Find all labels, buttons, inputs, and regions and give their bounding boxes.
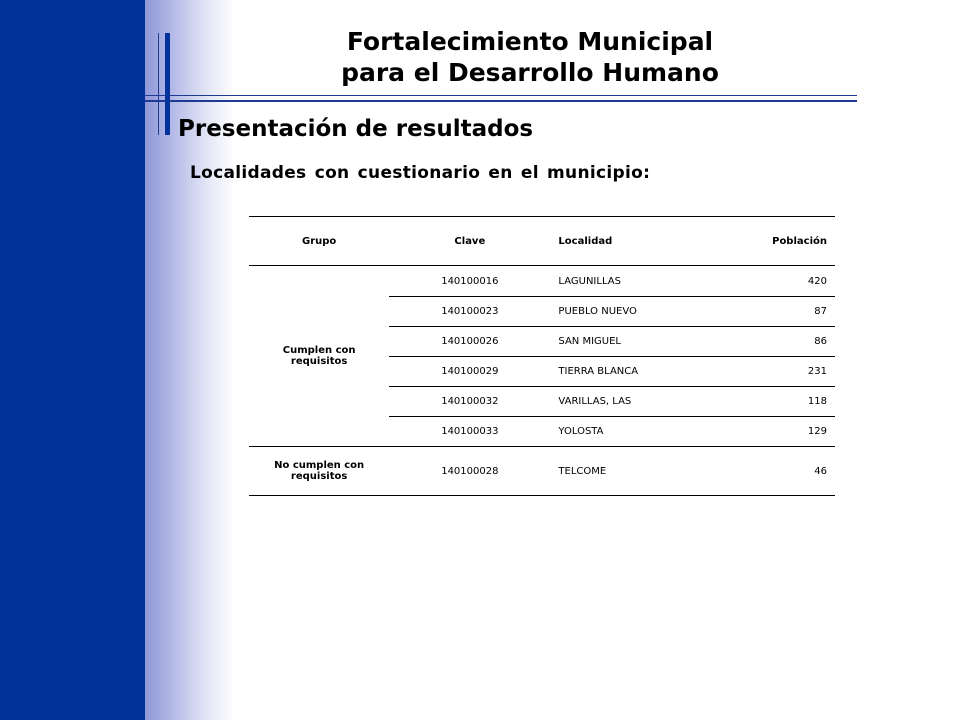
page-subtitle: Presentación de resultados [178, 116, 534, 142]
header-rule-bottom [145, 100, 857, 102]
results-table [249, 216, 835, 496]
poblacion-cell: 86 [712, 327, 835, 357]
section-heading: Localidades con cuestionario en el municipio: [190, 163, 651, 183]
header-rule-top [145, 95, 857, 96]
clave-cell: 140100023 [389, 297, 550, 327]
header-clave: Clave [389, 217, 550, 266]
title-line-1: Fortalecimiento Municipal [346, 27, 714, 56]
poblacion-cell: 129 [712, 417, 835, 447]
page-title [240, 26, 820, 88]
poblacion-cell: 118 [712, 387, 835, 417]
side-band [0, 0, 145, 720]
table-row [249, 447, 835, 496]
localidad-cell: VARILLAS, LAS [550, 387, 711, 417]
localidad-cell: TIERRA BLANCA [550, 357, 711, 387]
header-poblacion: Población [712, 217, 835, 266]
poblacion-cell: 87 [712, 297, 835, 327]
header-vertical-line [158, 33, 159, 135]
localidad-cell: SAN MIGUEL [550, 327, 711, 357]
localidad-cell: PUEBLO NUEVO [550, 297, 711, 327]
clave-cell: 140100033 [389, 417, 550, 447]
group-cell-cumplen: Cumplen con requisitos [249, 266, 389, 447]
clave-cell: 140100016 [389, 266, 550, 297]
header-grupo: Grupo [249, 217, 389, 266]
title-line-2: para el Desarrollo Humano [341, 58, 719, 87]
localidad-cell: TELCOME [550, 447, 711, 496]
poblacion-cell: 420 [712, 266, 835, 297]
poblacion-cell: 231 [712, 357, 835, 387]
localidad-cell: LAGUNILLAS [550, 266, 711, 297]
table-row [249, 266, 835, 297]
localidad-cell: YOLOSTA [550, 417, 711, 447]
poblacion-cell: 46 [712, 447, 835, 496]
group-cell-no-cumplen: No cumplen con requisitos [249, 447, 389, 496]
clave-cell: 140100032 [389, 387, 550, 417]
clave-cell: 140100028 [389, 447, 550, 496]
header-vertical-bar [165, 33, 170, 135]
clave-cell: 140100029 [389, 357, 550, 387]
header-localidad: Localidad [550, 217, 711, 266]
table-header-row [249, 217, 835, 266]
clave-cell: 140100026 [389, 327, 550, 357]
